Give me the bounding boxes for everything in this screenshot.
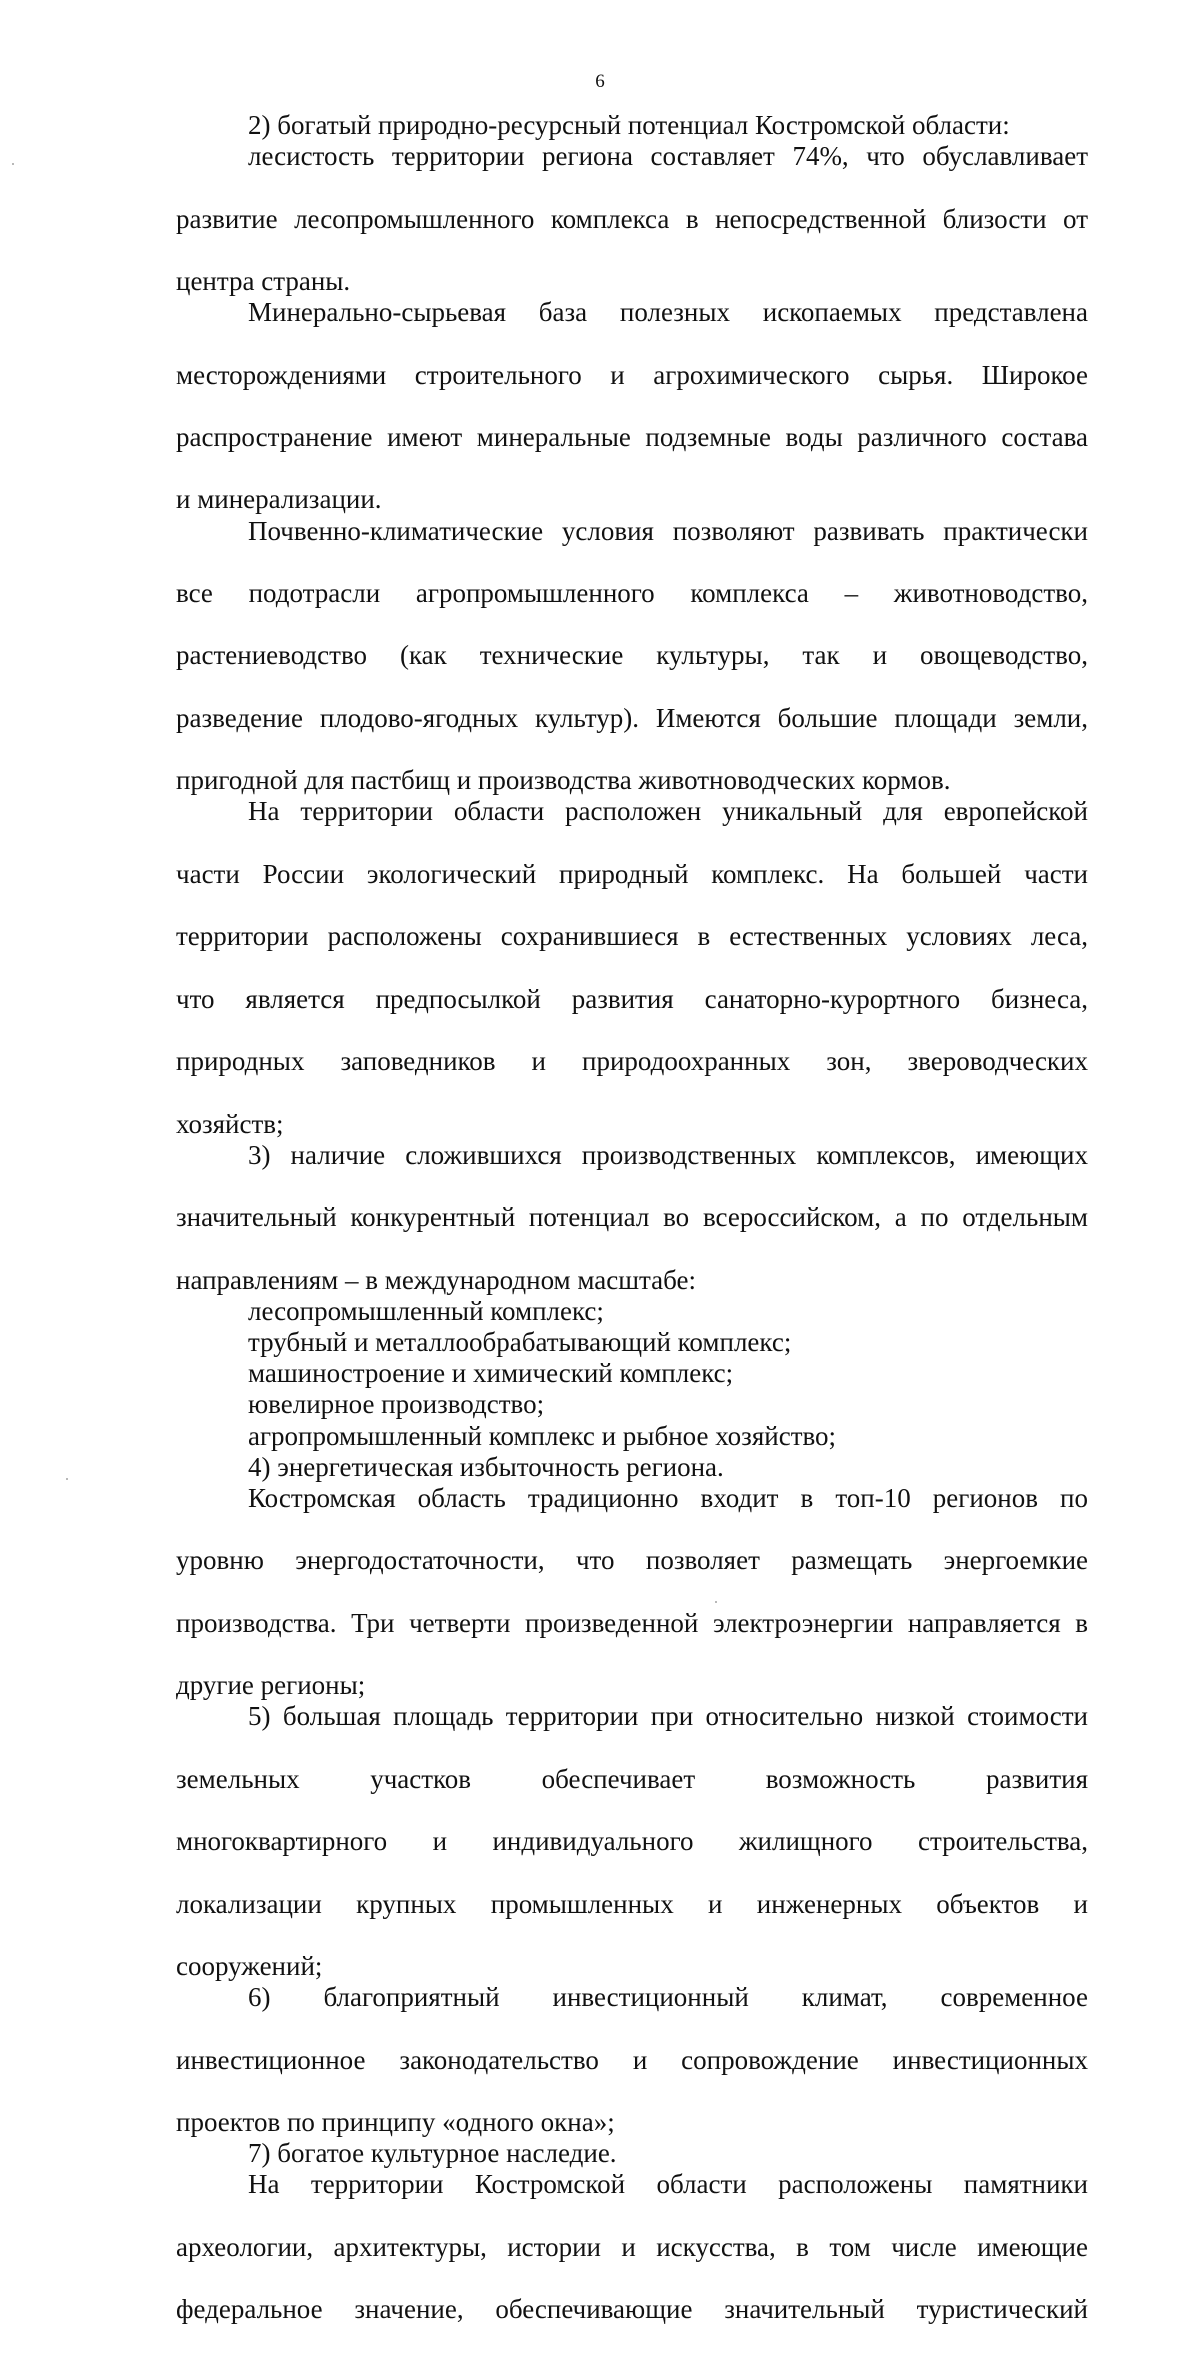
text-line: 3) наличие сложившихся производственных комплексов, имеющих <box>248 1139 1088 1170</box>
text-line: природных заповедников и природоохранных зон, звероводческих <box>176 1046 1088 1077</box>
paragraph <box>176 1701 1088 1982</box>
paragraph <box>176 1358 1088 1389</box>
text-line: разведение плодово-ягодных культур). Имеются большие площади земли, <box>176 702 1088 733</box>
text-line: машиностроение и химический комплекс; <box>248 1358 734 1389</box>
paragraph <box>176 1140 1088 1296</box>
text-line: ювелирное производство; <box>248 1389 545 1420</box>
paragraph <box>176 1452 1088 1483</box>
text-line: уровню энергодостаточности, что позволяет размещать энергоемкие <box>176 1545 1088 1576</box>
text-line: Почвенно-климатические условия позволяют развивать практически <box>248 515 1088 546</box>
paragraph <box>176 1327 1088 1358</box>
text-line: хозяйств; <box>176 1108 284 1139</box>
text-line: 2) богатый природно-ресурсный потенциал Костромской области: <box>248 110 1010 140</box>
text-line: Минерально-сырьевая база полезных ископаемых представлена <box>248 297 1088 328</box>
paragraph <box>176 2138 1088 2169</box>
text-line: производства. Три четверти произведенной электроэнергии направляется в <box>176 1607 1088 1638</box>
paragraph <box>176 110 1088 141</box>
text-line: 6) благоприятный инвестиционный климат, современное <box>248 1982 1088 2013</box>
text-line: части России экологический природный комплекс. На большей части <box>176 858 1088 889</box>
text-line: локализации крупных промышленных и инженерных объектов и <box>176 1888 1088 1919</box>
text-line: значительный конкурентный потенциал во всероссийском, а по отдельным <box>176 1202 1088 1233</box>
scan-speck <box>715 1601 717 1603</box>
text-line: Костромская область традиционно входит в топ-10 регионов по <box>248 1482 1088 1513</box>
paragraph <box>176 2169 1088 2356</box>
text-line: центра страны. <box>176 266 351 297</box>
text-line: другие регионы; <box>176 1670 366 1701</box>
text-line: все подотрасли агропромышленного комплекса – животноводство, <box>176 578 1088 609</box>
text-line: 4) энергетическая избыточность региона. <box>248 1451 724 1482</box>
text-line: земельных участков обеспечивает возможность развития <box>176 1763 1088 1794</box>
text-line: растениеводство (как технические культуры, так и овощеводство, <box>176 640 1088 671</box>
paragraph <box>176 141 1088 297</box>
scan-speck <box>66 1478 68 1480</box>
paragraph <box>176 1296 1088 1327</box>
text-line: лесистость территории региона составляет 74%, что обуславливает <box>248 141 1088 172</box>
paragraph <box>176 297 1088 515</box>
text-line: трубный и металлообрабатывающий комплекс; <box>248 1326 792 1357</box>
text-line: месторождениями строительного и агрохимического сырья. Широкое <box>176 359 1088 390</box>
text-line: многоквартирного и индивидуального жилищного строительства, <box>176 1826 1088 1857</box>
text-line: распространение имеют минеральные подземные воды различного состава <box>176 422 1088 453</box>
text-line: инвестиционное законодательство и сопровождение инвестиционных <box>176 2044 1088 2075</box>
text-line: 5) большая площадь территории при относительно низкой стоимости <box>248 1701 1088 1732</box>
text-line: федеральное значение, обеспечивающие значительный туристический <box>176 2294 1088 2325</box>
paragraph <box>176 796 1088 1139</box>
paragraph <box>176 516 1088 797</box>
text-line: и минерализации. <box>176 484 382 515</box>
text-line: агропромышленный комплекс и рыбное хозяйство; <box>248 1420 837 1451</box>
text-line: археологии, архитектуры, истории и искусства, в том числе имеющие <box>176 2231 1088 2262</box>
text-line: пригодной для пастбищ и производства животноводческих кормов. <box>176 765 951 796</box>
text-line: лесопромышленный комплекс; <box>248 1295 604 1326</box>
page-number: 6 <box>595 71 605 92</box>
text-line: 7) богатое культурное наследие. <box>248 2138 617 2169</box>
paragraph <box>176 1982 1088 2138</box>
text-line: развитие лесопромышленного комплекса в непосредственной близости от <box>176 203 1088 234</box>
text-line: что является предпосылкой развития санаторно-курортного бизнеса, <box>176 983 1088 1014</box>
paragraph <box>176 1389 1088 1420</box>
paragraph <box>176 1421 1088 1452</box>
scan-speck <box>12 163 14 165</box>
paragraph <box>176 1483 1088 1701</box>
document-body <box>176 110 1088 2357</box>
text-line: проектов по принципу «одного окна»; <box>176 2107 615 2137</box>
text-line: территории расположены сохранившиеся в естественных условиях леса, <box>176 921 1088 952</box>
text-line: сооружений; <box>176 1950 323 1981</box>
text-line: направлениям – в международном масштабе: <box>176 1264 697 1295</box>
text-line: На территории области расположен уникальный для европейской <box>248 796 1088 827</box>
text-line: На территории Костромской области расположены памятники <box>248 2169 1088 2200</box>
